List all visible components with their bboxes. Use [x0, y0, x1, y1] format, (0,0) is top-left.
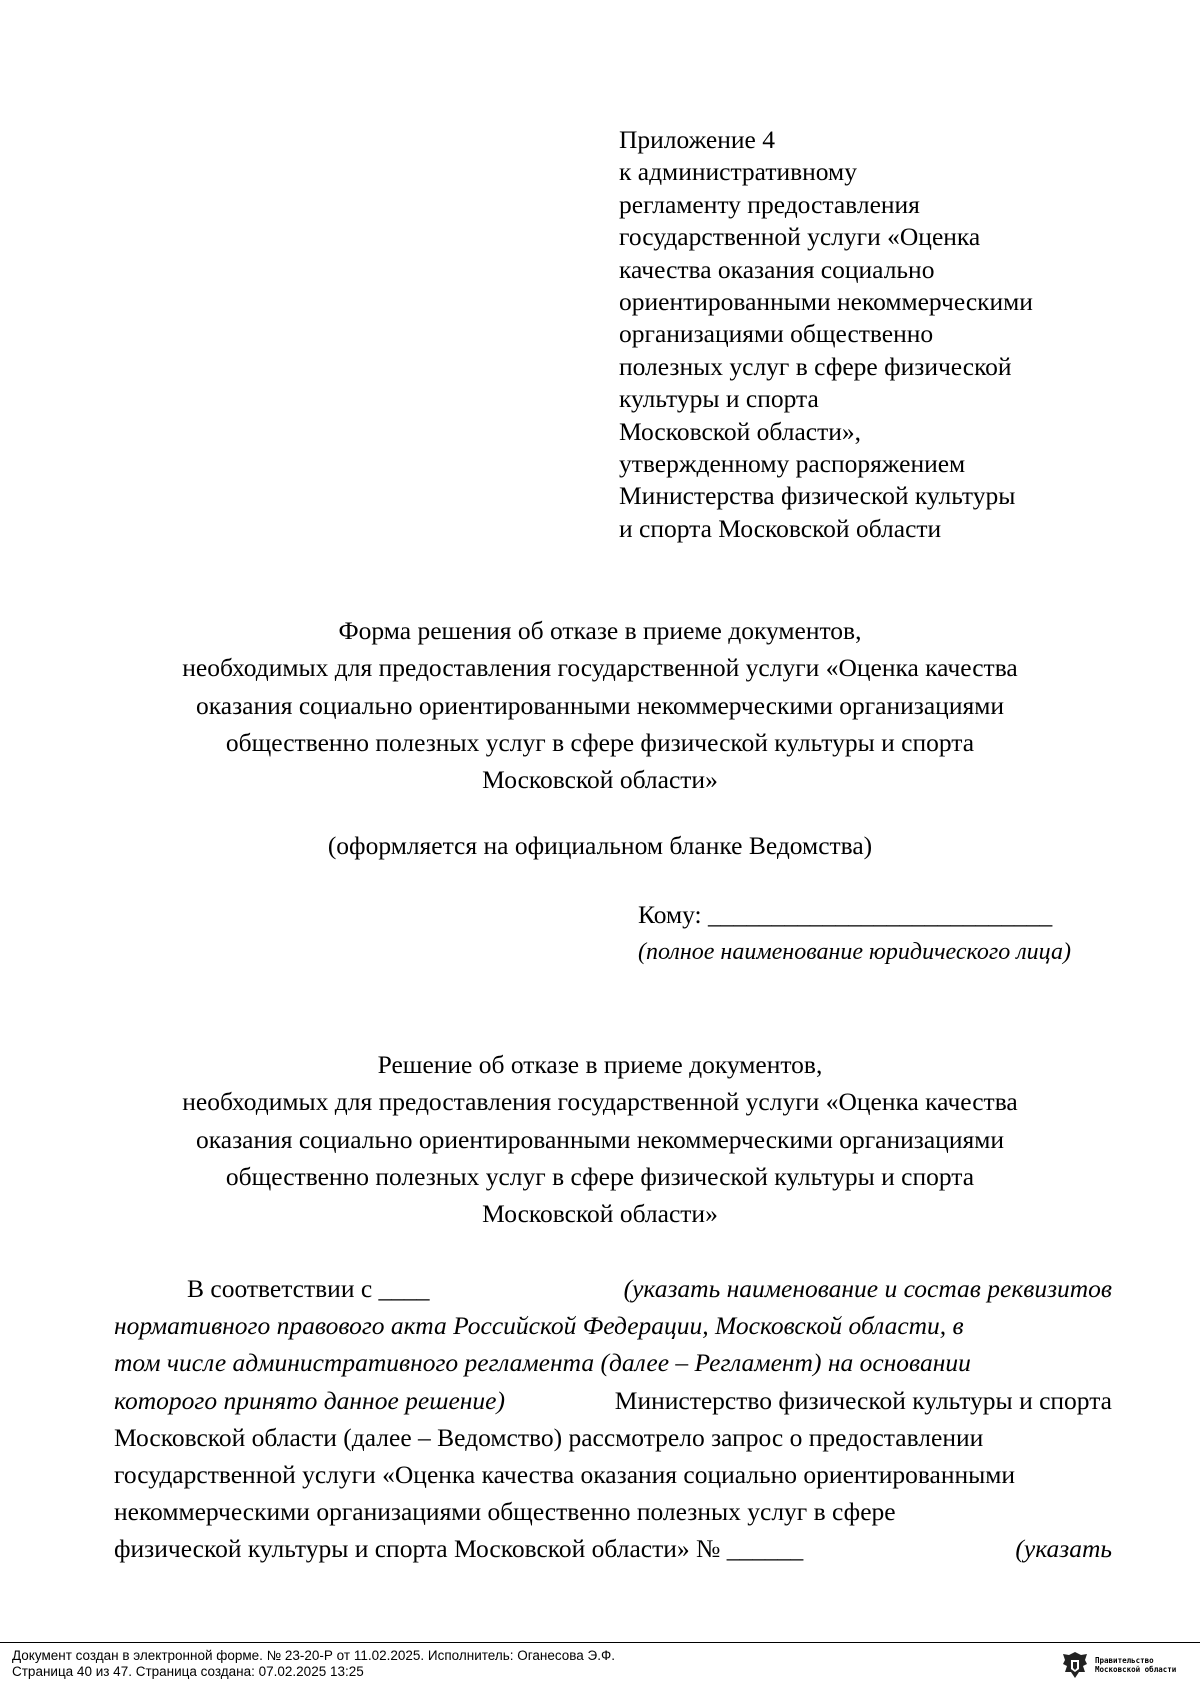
body-text-plain: Московской области (далее – Ведомство) рассмотрело запрос о предоставлении — [114, 1422, 984, 1452]
body-text-plain: некоммерческими организациями общественно полезных услуг в сфере — [114, 1497, 896, 1527]
addressee-blank: ___________________________ — [708, 900, 1053, 929]
body-text-plain: физической культуры и спорта Московской области» № ______ — [114, 1534, 804, 1564]
body-text-italic: (указать наименование и состав реквизитов — [623, 1274, 1112, 1303]
body-line — [114, 1530, 1112, 1567]
body-text-plain: Министерство физической культуры и спорта — [614, 1385, 1112, 1415]
addressee-label: Кому: — [638, 900, 709, 929]
appendix-line: качества оказания социально — [619, 254, 935, 284]
decision-title-line: Московской области» — [482, 1199, 718, 1229]
body-line — [114, 1493, 1112, 1530]
logo-line: Правительство — [1095, 1655, 1154, 1665]
footer-info — [12, 1648, 615, 1679]
footer-line: Документ создан в электронной форме. № 23-20-Р от 11.02.2025. Исполнитель: Оганесова Э.Ф. — [12, 1648, 615, 1663]
decision-title-line: Решение об отказе в приеме документов, — [377, 1050, 823, 1079]
blank-note — [100, 827, 1100, 864]
body-line — [114, 1419, 1112, 1456]
appendix-line: государственной услуги «Оценка — [619, 222, 981, 252]
appendix-header — [619, 124, 1139, 545]
body-line — [114, 1307, 1112, 1344]
appendix-line: полезных услуг в сфере физической — [619, 351, 1012, 381]
appendix-line: и спорта Московской области — [619, 513, 942, 543]
appendix-line: культуры и спорта — [619, 384, 819, 414]
form-title-line: Форма решения об отказе в приеме документов, — [338, 616, 862, 645]
body-line — [114, 1270, 1112, 1307]
logo-text — [1095, 1656, 1176, 1675]
appendix-line: к административному — [619, 157, 857, 187]
form-title — [100, 612, 1100, 798]
body-text-italic: которого принято данное решение) — [114, 1385, 505, 1415]
body-line — [114, 1344, 1112, 1381]
body-paragraph — [114, 1270, 1112, 1568]
decision-title-line: необходимых для предоставления государственной услуги «Оценка качества — [182, 1087, 1018, 1117]
appendix-line: ориентированными некоммерческими — [619, 287, 1033, 317]
appendix-line: Министерства физической культуры — [619, 481, 1016, 511]
body-line — [114, 1382, 1112, 1419]
form-title-line: Московской области» — [482, 765, 718, 795]
appendix-line: организациями общественно — [619, 319, 934, 349]
footer-line: Страница 40 из 47. Страница создана: 07.02.2025 13:25 — [12, 1663, 364, 1679]
body-text-plain: В соответствии с ____ — [187, 1274, 430, 1303]
body-text-plain: государственной услуги «Оценка качества оказания социально ориентированными — [114, 1460, 1016, 1490]
coat-of-arms-icon — [1061, 1650, 1089, 1680]
logo-line: Московской области — [1095, 1665, 1177, 1674]
body-text-italic: нормативного правового акта Российской Федерации, Московской области, в — [114, 1311, 964, 1341]
body-text-italic: том числе административного регламента (далее – Регламент) на основании — [114, 1348, 971, 1378]
body-line — [114, 1456, 1112, 1493]
decision-title — [100, 1046, 1100, 1232]
addressee-line — [638, 897, 1098, 932]
body-text-italic: (указать — [1015, 1534, 1112, 1564]
decision-title-line: общественно полезных услуг в сфере физической культуры и спорта — [225, 1161, 975, 1191]
appendix-line: Приложение 4 — [619, 125, 775, 154]
appendix-line: регламенту предоставления — [619, 189, 920, 219]
appendix-line: Московской области», — [619, 416, 862, 446]
addressee-block — [638, 897, 1098, 970]
blank-note-text: (оформляется на официальном бланке Ведомства) — [327, 831, 873, 860]
decision-title-line: оказания социально ориентированными некоммерческими организациями — [196, 1124, 1004, 1154]
form-title-line: общественно полезных услуг в сфере физической культуры и спорта — [225, 727, 975, 757]
addressee-hint: (полное наименование юридического лица) — [638, 939, 1071, 965]
government-logo — [1061, 1648, 1191, 1682]
footer-divider — [0, 1642, 1200, 1643]
form-title-line: необходимых для предоставления государственной услуги «Оценка качества — [182, 653, 1018, 683]
form-title-line: оказания социально ориентированными некоммерческими организациями — [196, 690, 1004, 720]
appendix-line: утвержденному распоряжением — [619, 449, 966, 479]
